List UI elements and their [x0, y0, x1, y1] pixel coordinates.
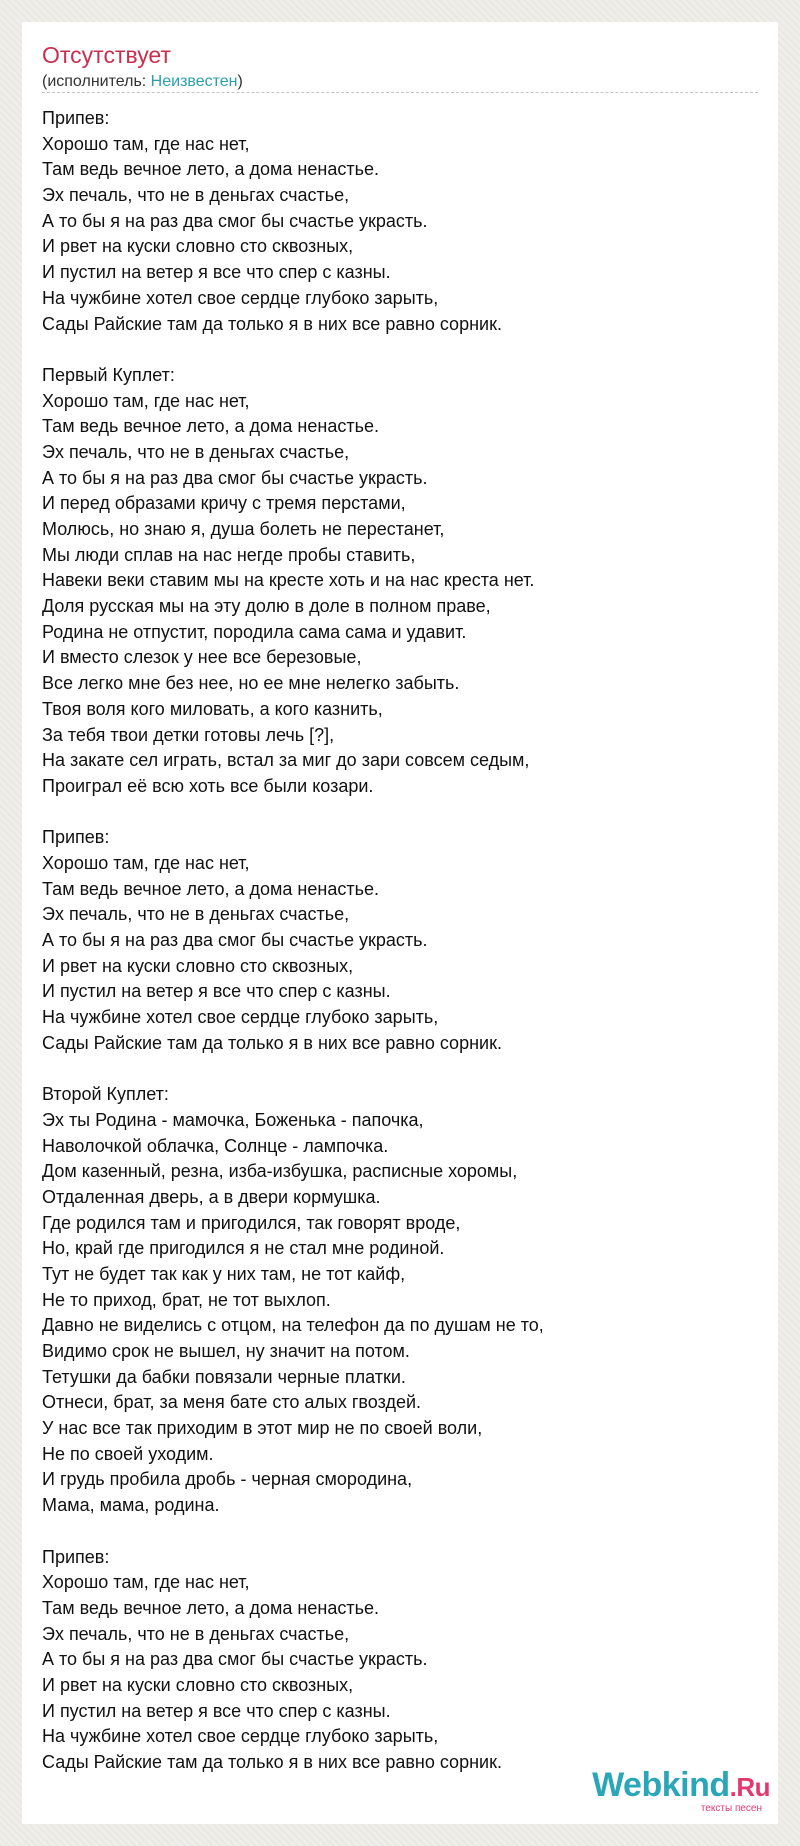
- lyric-line: Отнеси, брат, за меня бате сто алых гвоздей.: [42, 1392, 422, 1413]
- performer-link[interactable]: Неизвестен: [150, 73, 238, 90]
- lyric-line: И грудь пробила дробь - черная смородина,: [42, 1469, 413, 1490]
- lyric-line: Но, край где пригодился я не стал мне родиной.: [42, 1238, 445, 1259]
- lyric-line: А то бы я на раз два смог бы счастье украсть.: [42, 1649, 428, 1670]
- performer-suffix: ): [237, 73, 243, 90]
- lyric-line: Наволочкой облачка, Солнце - лампочка.: [42, 1135, 389, 1156]
- lyric-line: На закате сел играть, встал за миг до зари совсем седым,: [42, 750, 530, 771]
- lyric-line: Сады Райские там да только я в них все равно сорник.: [42, 1752, 502, 1772]
- lyric-line: А то бы я на раз два смог бы счастье украсть.: [42, 467, 428, 488]
- performer-line: [42, 74, 243, 90]
- logo-wordmark: [592, 1768, 770, 1802]
- lyric-line: Хорошо там, где нас нет,: [42, 390, 250, 411]
- lyrics-text: [42, 106, 758, 1776]
- lyric-line: И пустил на ветер я все что спер с казны.: [42, 262, 391, 283]
- lyric-line: Эх печаль, что не в деньгах счастье,: [42, 1623, 350, 1644]
- lyrics-card: [22, 22, 778, 1824]
- lyric-line: И пустил на ветер я все что спер с казны.: [42, 981, 391, 1002]
- lyric-line: Не по своей уходим.: [42, 1443, 214, 1464]
- lyric-line: И рвет на куски словно сто сквозных,: [42, 236, 354, 257]
- lyric-line: И рвет на куски словно сто сквозных,: [42, 1674, 354, 1695]
- lyric-line: И вместо слезок у нее все березовые,: [42, 647, 362, 668]
- lyric-line: Дом казенный, резна, изба-избушка, расписные хоромы,: [42, 1161, 518, 1182]
- stanza-gap: [42, 800, 758, 826]
- lyric-line: На чужбине хотел свое сердце глубоко зарыть,: [42, 1007, 439, 1028]
- lyric-line: Первый Куплет:: [42, 364, 175, 385]
- lyric-line: Давно не виделись с отцом, на телефон да по душам не то,: [42, 1315, 544, 1336]
- logo-domain-text: .Ru: [729, 1772, 770, 1802]
- lyric-line: Тетушки да бабки повязали черные платки.: [42, 1366, 406, 1387]
- lyric-line: Хорошо там, где нас нет,: [42, 133, 250, 154]
- lyric-line: Припев:: [42, 1546, 110, 1567]
- lyric-line: Эх ты Родина - мамочка, Боженька - папочка,: [42, 1109, 424, 1130]
- lyric-line: На чужбине хотел свое сердце глубоко зарыть,: [42, 287, 439, 308]
- lyric-line: Тут не будет так как у них там, не тот кайф,: [42, 1263, 406, 1284]
- lyric-line: Там ведь вечное лето, а дома ненастье.: [42, 416, 379, 437]
- lyric-line: Все легко мне без нее, но ее мне нелегко забыть.: [42, 673, 460, 694]
- stanza-gap: [42, 337, 758, 363]
- lyric-line: Там ведь вечное лето, а дома ненастье.: [42, 159, 379, 180]
- lyric-line: А то бы я на раз два смог бы счастье украсть.: [42, 210, 428, 231]
- lyric-line: У нас все так приходим в этот мир не по своей воли,: [42, 1418, 483, 1439]
- lyric-line: Мама, мама, родина.: [42, 1495, 220, 1516]
- lyric-line: Там ведь вечное лето, а дома ненастье.: [42, 878, 379, 899]
- lyric-line: Молюсь, но знаю я, душа болеть не перестанет,: [42, 519, 445, 539]
- lyric-line: На чужбине хотел свое сердце глубоко зарыть,: [42, 1726, 439, 1747]
- webkind-logo[interactable]: [570, 1768, 770, 1816]
- lyric-line: Там ведь вечное лето, а дома ненастье.: [42, 1597, 379, 1618]
- lyric-line: Не то приход, брат, не тот выхлоп.: [42, 1289, 331, 1310]
- lyric-line: Проиграл её всю хоть все были козари.: [42, 775, 374, 796]
- lyric-line: Навеки веки ставим мы на кресте хоть и на нас креста нет.: [42, 570, 535, 591]
- lyric-line: Видимо срок не вышел, ну значит на потом.: [42, 1341, 410, 1361]
- performer-prefix: (исполнитель:: [42, 73, 151, 90]
- lyric-line: Эх печаль, что не в деньгах счастье,: [42, 904, 350, 925]
- song-title: Отсутствует: [42, 42, 171, 68]
- lyric-line: За тебя твои детки готовы лечь [?],: [42, 724, 335, 745]
- lyric-line: А то бы я на раз два смог бы счастье украсть.: [42, 930, 428, 950]
- lyric-line: Где родился там и пригодился, так говорят вроде,: [42, 1212, 461, 1233]
- lyric-line: И пустил на ветер я все что спер с казны.: [42, 1700, 391, 1721]
- lyric-line: Доля русская мы на эту долю в доле в полном праве,: [42, 596, 491, 617]
- lyric-line: Сады Райские там да только я в них все равно сорник.: [42, 313, 502, 334]
- lyric-line: Второй Куплет:: [42, 1084, 169, 1105]
- lyric-line: Мы люди сплав на нас негде пробы ставить,: [42, 544, 416, 565]
- lyric-line: Хорошо там, где нас нет,: [42, 852, 250, 873]
- lyric-line: Хорошо там, где нас нет,: [42, 1572, 250, 1593]
- lyric-line: И рвет на куски словно сто сквозных,: [42, 955, 354, 976]
- logo-tagline: тексты песен: [700, 1803, 762, 1814]
- lyric-line: Эх печаль, что не в деньгах счастье,: [42, 441, 350, 462]
- lyric-line: И перед образами кричу с тремя перстами,: [42, 493, 406, 514]
- stanza-gap: [42, 1056, 758, 1082]
- lyric-line: Родина не отпустит, породила сама сама и удавит.: [42, 621, 467, 642]
- lyric-line: Припев:: [42, 827, 110, 848]
- lyric-line: Сады Райские там да только я в них все равно сорник.: [42, 1032, 502, 1053]
- lyric-line: Твоя воля кого миловать, а кого казнить,: [42, 698, 383, 719]
- logo-main-text: Webkind: [592, 1766, 730, 1804]
- lyric-line: Отдаленная дверь, а в двери кормушка.: [42, 1186, 381, 1207]
- lyric-line: Припев:: [42, 108, 110, 128]
- lyric-line: Эх печаль, что не в деньгах счастье,: [42, 185, 350, 206]
- stanza-gap: [42, 1519, 758, 1545]
- header-divider: [42, 92, 758, 93]
